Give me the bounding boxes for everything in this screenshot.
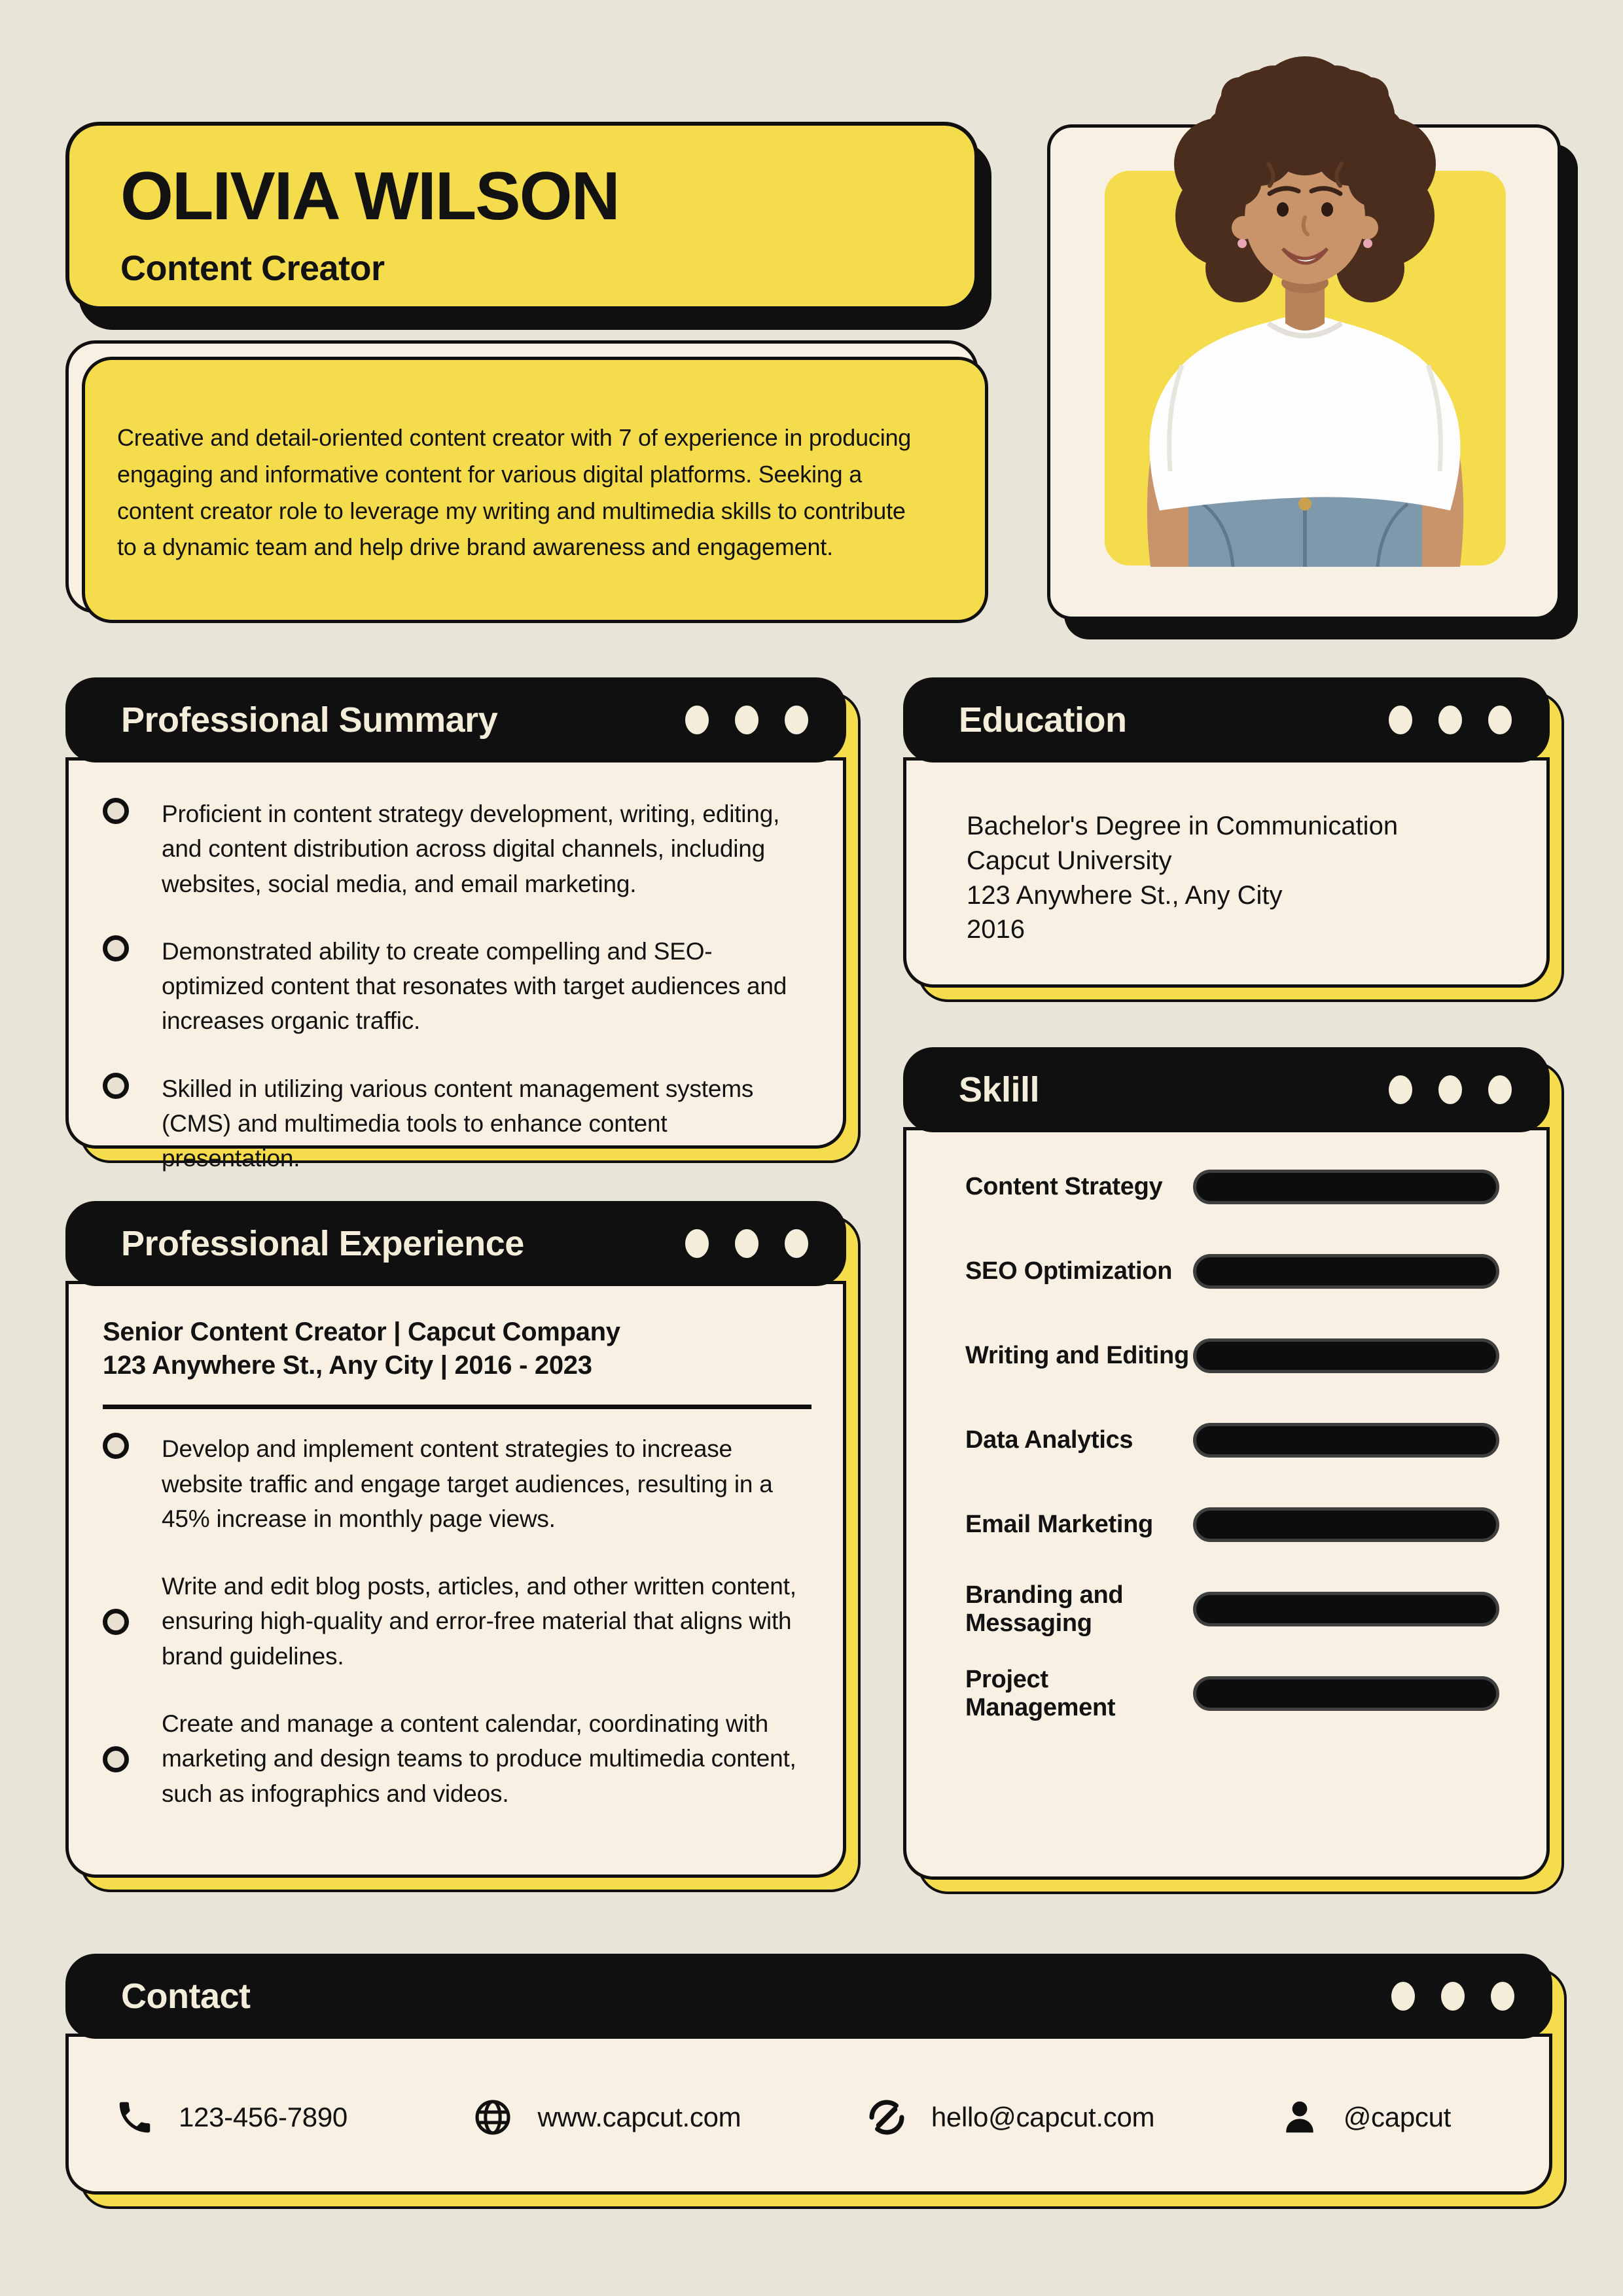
section-divider (103, 1405, 812, 1409)
experience-window (65, 1201, 846, 1878)
skill-bar (1193, 1676, 1499, 1711)
user-icon (1279, 2097, 1320, 2138)
intro-card (65, 340, 978, 613)
skill-label: Project Management (965, 1665, 1116, 1721)
skill-bar (1193, 1423, 1499, 1458)
window-dot-icon (1389, 706, 1412, 734)
window-dots (685, 706, 808, 734)
contact-email-text: hello@capcut.com (931, 2102, 1155, 2132)
summary-bullet (103, 1071, 812, 1176)
skills-body (903, 1127, 1550, 1880)
bullet-ring-icon (103, 1746, 129, 1772)
contact-item-email[interactable] (866, 2096, 1154, 2138)
contact-body (65, 2034, 1552, 2195)
bullet-ring-icon (103, 798, 129, 824)
skill-row (906, 1314, 1546, 1398)
experience-bullet-text: Develop and implement content strategies to increase website traffic and engage target audiences, resulting in a 45% increase in monthly page views. (162, 1435, 773, 1532)
skills-title: Sklill (959, 1070, 1040, 1109)
window-dot-icon (1488, 706, 1512, 734)
education-year: 2016 (967, 915, 1025, 944)
skill-row (906, 1567, 1546, 1651)
candidate-name: OLIVIA WILSON (120, 158, 619, 234)
skill-label: Writing and Editing (965, 1342, 1189, 1369)
name-banner-card (65, 122, 978, 310)
window-dots (1391, 1982, 1514, 2011)
window-dot-icon (735, 1229, 758, 1258)
education-body (903, 757, 1550, 988)
contact-item-website[interactable] (472, 2096, 741, 2138)
skill-row (906, 1229, 1546, 1314)
skill-label: Content Strategy (965, 1173, 1163, 1200)
skill-row (906, 1145, 1546, 1229)
contact-title: Contact (121, 1977, 251, 2016)
window-dot-icon (1438, 706, 1462, 734)
skill-bar (1193, 1592, 1499, 1626)
skill-label: Branding and Messaging (965, 1581, 1124, 1637)
experience-meta-line: 123 Anywhere St., Any City | 2016 - 2023 (103, 1351, 592, 1380)
window-dot-icon (1491, 1982, 1514, 2011)
experience-bullet-text: Write and edit blog posts, articles, and other written content, ensuring high-quality and error-free material that aligns with brand guidelines. (162, 1573, 796, 1670)
professional-summary-window (65, 677, 846, 1172)
skills-window (903, 1047, 1550, 1880)
bullet-ring-icon (103, 935, 129, 961)
education-titlebar (903, 677, 1550, 762)
experience-titlebar (65, 1201, 846, 1286)
skills-titlebar (903, 1047, 1550, 1132)
contact-website-text: www.capcut.com (537, 2102, 741, 2132)
window-dot-icon (1391, 1982, 1415, 2011)
contact-item-phone[interactable] (115, 2097, 348, 2138)
contact-social-text: @capcut (1343, 2102, 1451, 2132)
window-dots (685, 1229, 808, 1258)
candidate-role: Content Creator (120, 249, 385, 289)
link-icon (866, 2096, 908, 2138)
window-dot-icon (1441, 1982, 1465, 2011)
intro-text: Creative and detail-oriented content creator with 7 of experience in producing engaging and informative content for various digital platforms. Seeking a content creator role to leverage my writing and multimedia skills to contribute to a dynamic team and help drive brand awareness and engagement. (117, 424, 912, 561)
summary-bullet (103, 797, 812, 901)
experience-body (65, 1281, 846, 1878)
contact-item-social[interactable] (1279, 2097, 1451, 2138)
bullet-ring-icon (103, 1073, 129, 1099)
experience-bullet (103, 1431, 812, 1536)
window-dot-icon (1389, 1075, 1412, 1104)
education-title: Education (959, 700, 1127, 740)
skill-row (906, 1651, 1546, 1736)
skill-label: Email Marketing (965, 1511, 1153, 1538)
skill-label: SEO Optimization (965, 1257, 1173, 1285)
experience-bullet (103, 1569, 812, 1674)
skill-bar (1193, 1170, 1499, 1204)
window-dot-icon (785, 1229, 808, 1258)
skill-bar (1193, 1338, 1499, 1373)
window-dot-icon (685, 706, 709, 734)
summary-bullet-text: Proficient in content strategy development, writing, editing, and content distribution across digital channels, including websites, social media, and email marketing. (162, 800, 780, 897)
skill-label: Data Analytics (965, 1426, 1133, 1454)
window-dot-icon (685, 1229, 709, 1258)
education-school: Capcut University (967, 846, 1172, 875)
window-dot-icon (1438, 1075, 1462, 1104)
education-address: 123 Anywhere St., Any City (967, 880, 1283, 910)
window-dots (1389, 706, 1512, 734)
summary-bullet-text: Skilled in utilizing various content management systems (CMS) and multimedia tools to enhance content presentation. (162, 1075, 754, 1172)
summary-bullet (103, 934, 812, 1039)
photo-card (1047, 124, 1561, 620)
globe-icon (472, 2096, 514, 2138)
window-dot-icon (1488, 1075, 1512, 1104)
education-degree: Bachelor's Degree in Communication (967, 812, 1399, 840)
phone-icon (115, 2097, 155, 2138)
experience-role-line: Senior Content Creator | Capcut Company (103, 1318, 620, 1346)
education-window (903, 677, 1550, 988)
contact-phone-text: 123-456-7890 (179, 2102, 348, 2132)
portrait-illustration (1105, 52, 1506, 567)
skill-bar (1193, 1507, 1499, 1542)
experience-title: Professional Experience (121, 1224, 524, 1263)
contact-window (65, 1954, 1552, 2195)
experience-bullet (103, 1706, 812, 1811)
skill-row (906, 1398, 1546, 1482)
experience-bullet-text: Create and manage a content calendar, coordinating with marketing and design teams to produce multimedia content, such as infographics and videos. (162, 1710, 796, 1807)
bullet-ring-icon (103, 1609, 129, 1635)
professional-summary-titlebar (65, 677, 846, 762)
professional-summary-title: Professional Summary (121, 700, 498, 740)
window-dot-icon (785, 706, 808, 734)
window-dots (1389, 1075, 1512, 1104)
window-dot-icon (735, 706, 758, 734)
skill-row (906, 1482, 1546, 1567)
contact-titlebar (65, 1954, 1552, 2039)
summary-bullet-text: Demonstrated ability to create compelling and SEO-optimized content that resonates with target audiences and increases organic traffic. (162, 937, 787, 1035)
professional-summary-body (65, 757, 846, 1172)
skill-bar (1193, 1254, 1499, 1289)
bullet-ring-icon (103, 1433, 129, 1459)
